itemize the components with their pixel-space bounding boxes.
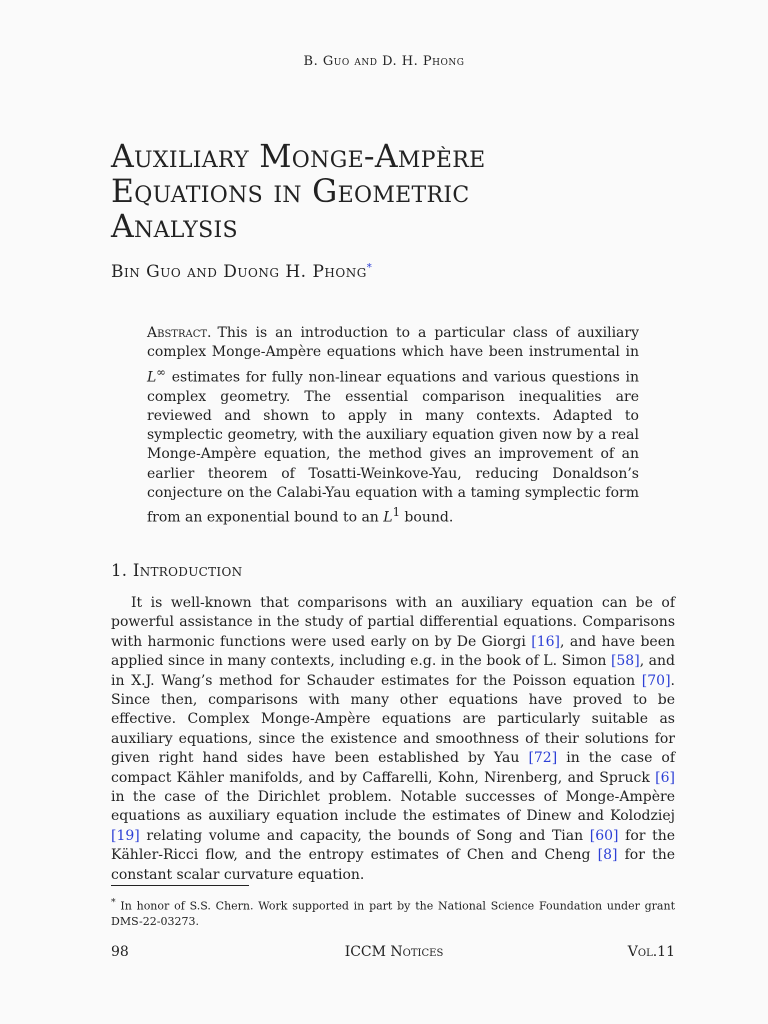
author-footnote-link[interactable]: * <box>366 262 373 274</box>
body-text: in the case of compact Kähler manifolds, and by Caffarelli, Kohn, Nirenberg, and Spruck <box>111 750 675 786</box>
citation-link[interactable]: [8] <box>597 847 618 864</box>
footnote-mark: * <box>111 897 116 908</box>
math-L: L <box>383 509 393 526</box>
journal-name: ICCM Notices <box>344 944 444 960</box>
body-text: It is well-known that comparisons with an auxiliary equation can be of powerful assistance in the study of partial differential equations. Comparisons with harmonic functions were used early on by De Giorgi <box>111 595 675 650</box>
article-title <box>111 140 671 245</box>
body-text: for the Kähler-Ricci flow, and the entropy estimates of Chen and Cheng <box>111 827 675 864</box>
section-heading <box>111 561 242 580</box>
body-text: , and have been applied since in many contexts, including e.g. in the book of L. Simon <box>111 633 676 670</box>
math-superscript: 1 <box>392 505 400 520</box>
body-text: . Since then, comparisons with many other equations have proved to be effective. Complex Monge-Ampère equations are particularly suitable as auxiliary equations, since the existence and smoothness of their solutions for given right hand sides have been established by Yau <box>111 672 675 767</box>
title-line: Equations in Geometric <box>111 174 470 210</box>
citation-link[interactable]: [58] <box>610 653 640 670</box>
citation-link[interactable]: [16] <box>531 633 560 650</box>
citation-link[interactable]: [60] <box>589 827 619 844</box>
section-number: 1. <box>111 561 128 580</box>
introduction-paragraph <box>111 594 675 885</box>
author-names: Bin Guo and Duong H. Phong <box>111 262 367 282</box>
citation-link[interactable]: [19] <box>111 827 140 844</box>
abstract-text: bound. <box>399 509 454 526</box>
section-title: Introduction <box>132 561 243 580</box>
math-L: L <box>147 369 157 386</box>
footnote <box>111 895 675 929</box>
abstract-text: estimates for fully non-linear equations and various questions in complex geometry. The essential comparison inequalities are reviewed and shown to apply in many contexts. Adapted to symplectic geometry, with the auxiliary equation given now by a real Monge-Ampère equation, the method gives an improvement of an earlier theorem of Tosatti-Weinkove-Yau, reducing Donaldson’s conjecture on the Calabi-Yau equation with a taming symplectic form from an exponential bound to an <box>147 369 639 526</box>
abstract <box>147 324 639 528</box>
abstract-text: This is an introduction to a particular class of auxiliary complex Monge-Ampère equations which have been instrumental in <box>147 325 639 361</box>
body-text: , and in X.J. Wang’s method for Schauder estimates for the Poisson equation <box>111 653 676 689</box>
author-list <box>111 262 372 282</box>
citation-link[interactable]: [6] <box>655 769 675 786</box>
abstract-label: Abstract. <box>147 325 212 341</box>
title-line: Analysis <box>111 209 238 245</box>
volume-label: Vol.11 <box>627 944 675 960</box>
body-text: relating volume and capacity, the bounds of Song and Tian <box>139 827 590 844</box>
page-number: 98 <box>111 944 129 960</box>
footnote-rule <box>111 885 249 886</box>
body-text: in the case of the Dirichlet problem. Notable successes of Monge-Ampère equations as auxiliary equation include the estimates of Dinew and Kolodziej <box>111 789 675 825</box>
citation-link[interactable]: [70] <box>641 672 671 689</box>
math-superscript: ∞ <box>156 364 167 379</box>
running-head: B. Guo and D. H. Phong <box>303 54 465 69</box>
footnote-text: In honor of S.S. Chern. Work supported in part by the National Science Foundation under grant DMS-22-03273. <box>111 899 675 928</box>
title-line: Auxiliary Monge-Ampère <box>111 139 486 175</box>
body-text: for the constant scalar curvature equation. <box>111 847 675 883</box>
citation-link[interactable]: [72] <box>528 750 558 767</box>
